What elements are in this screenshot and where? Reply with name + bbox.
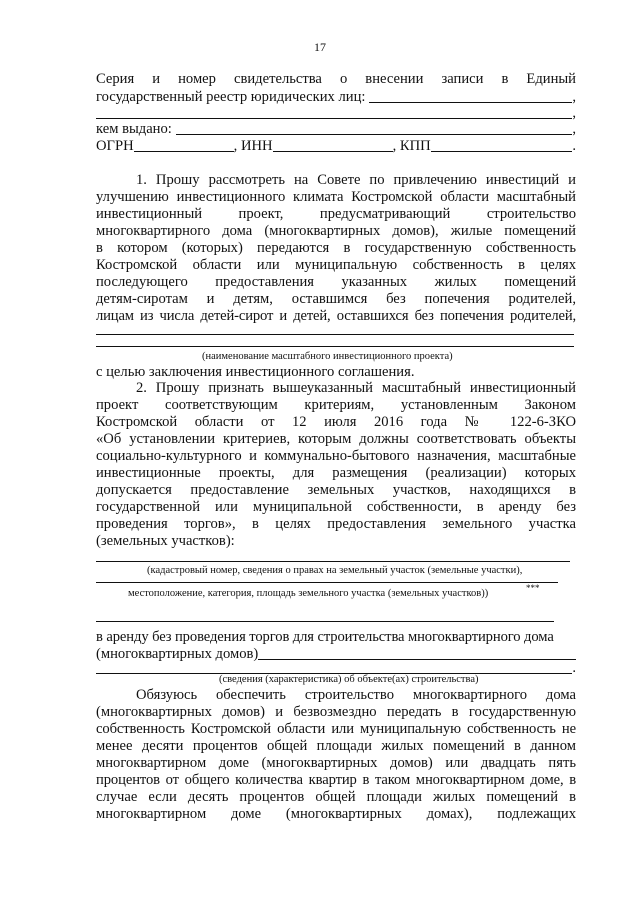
project-caption: (наименование масштабного инвестиционного проекта) xyxy=(202,351,453,362)
para2-end: (земельных участков): xyxy=(96,533,235,549)
certificate-line-2-text: государственный реестр юридических лиц: xyxy=(96,89,366,105)
object-blank[interactable] xyxy=(258,646,576,660)
para2-line: допускается предоставление земельных участков, находящихся в xyxy=(96,482,576,498)
para3-line: менее десяти процентов общей площади жилых помещений в данном xyxy=(96,738,576,754)
cadastral-caption: (кадастровый номер, сведения о правах на земельный участок (земельные участки), xyxy=(147,565,523,576)
certificate-line-1: Серия и номер свидетельства о внесении записи в Единый xyxy=(96,71,576,87)
para1-line: улучшению инвестиционного климата Костромской области масштабный xyxy=(96,189,576,205)
location-caption: местоположение, категория, площадь земельного участка (земельных участков)) xyxy=(128,588,489,599)
para2-line: социально-культурного и коммунально-бытового назначения, масштабные xyxy=(96,448,576,464)
para3-line: многоквартирном доме (многоквартирных домах), подлежащих xyxy=(96,806,576,822)
location-blank[interactable] xyxy=(96,582,558,583)
issued-by-blank[interactable] xyxy=(176,121,572,135)
para1-line: Костромской области или муниципальную собственность в целях xyxy=(96,257,576,273)
para3-line: многоквартирном доме (многоквартирных домов) или двадцать пять xyxy=(96,755,576,771)
para2-line: «Об установлении критериев, которым должны соответствовать объекты xyxy=(96,431,576,447)
inn-blank[interactable] xyxy=(273,138,393,152)
lease-line-2-text: (многоквартирных домов) xyxy=(96,646,259,662)
para3-line: Обязуюсь обеспечить строительство многоквартирного дома xyxy=(136,687,576,703)
location-blank-2[interactable] xyxy=(96,621,554,622)
certificate-line-2: государственный реестр юридических лиц: , xyxy=(96,89,576,105)
kpp-label: , КПП xyxy=(392,138,431,154)
ids-line: ОГРН , ИНН , КПП . xyxy=(96,138,576,154)
page-number: 17 xyxy=(314,40,326,54)
registry-blank-2[interactable] xyxy=(96,105,572,119)
para3-line: (многоквартирных домов) и безвозмездно передать в государственную xyxy=(96,704,576,720)
project-blank-1[interactable] xyxy=(96,334,574,335)
para2-line: государственной или муниципальной собственности, в аренду без xyxy=(96,499,576,515)
inn-label: , ИНН xyxy=(233,138,273,154)
kpp-blank[interactable] xyxy=(431,138,573,152)
ogrn-label: ОГРН xyxy=(96,138,134,154)
para1-end: с целью заключения инвестиционного соглашения. xyxy=(96,364,415,380)
lease-line: в аренду без проведения торгов для строительства многоквартирного дома xyxy=(96,629,554,645)
para2-line: 2. Прошу признать вышеуказанный масштабный инвестиционный xyxy=(136,380,576,396)
issued-by-line: кем выдано: , xyxy=(96,121,576,137)
object-line: . xyxy=(96,660,576,677)
para2-line: проект соответствующим критериям, установленным Законом xyxy=(96,397,576,413)
object-caption: (сведения (характеристика) об объекте(ах) строительства) xyxy=(219,674,479,685)
para1-line: последующего предоставления указанных жилых помещений xyxy=(96,274,576,290)
para1-line: в котором (которых) передаются в государственную собственность xyxy=(96,240,576,256)
issued-by-label: кем выдано: xyxy=(96,121,172,137)
para1-line: детям-сиротам и детям, оставшимся без попечения родителей, xyxy=(96,291,576,307)
para2-line: проведения торгов», в целях предоставления земельного участка xyxy=(96,516,576,532)
para3-line: процентов от общего количества квартир в таком многоквартирном доме, в xyxy=(96,772,576,788)
para1-line: многоквартирного дома (многоквартирных домов), жилые помещений xyxy=(96,223,576,239)
para1-line: инвестиционный проект, предусматривающий строительство xyxy=(96,206,576,222)
para2-line: инвестиционные проекты, для размещения (реализации) которых xyxy=(96,465,576,481)
certificate-line-3: , xyxy=(96,105,576,122)
footnote-mark: *** xyxy=(526,583,540,593)
registry-blank[interactable] xyxy=(369,89,572,103)
para1-line: лицам из числа детей-сирот и детей, оставшихся без попечения родителей, xyxy=(96,308,576,324)
cadastral-blank[interactable] xyxy=(96,561,570,562)
para3-line: собственность Костромской области или муниципальную собственность не xyxy=(96,721,576,737)
ogrn-blank[interactable] xyxy=(134,138,234,152)
object-blank-2[interactable] xyxy=(96,660,572,674)
para1-line: 1. Прошу рассмотреть на Совете по привлечению инвестиций и xyxy=(136,172,576,188)
para3-line: случае если десять процентов общей площади жилых помещений в xyxy=(96,789,576,805)
para2-line: Костромской области от 12 июля 2016 года № 122-6-ЗКО xyxy=(96,414,576,430)
project-blank-2[interactable] xyxy=(96,346,574,347)
